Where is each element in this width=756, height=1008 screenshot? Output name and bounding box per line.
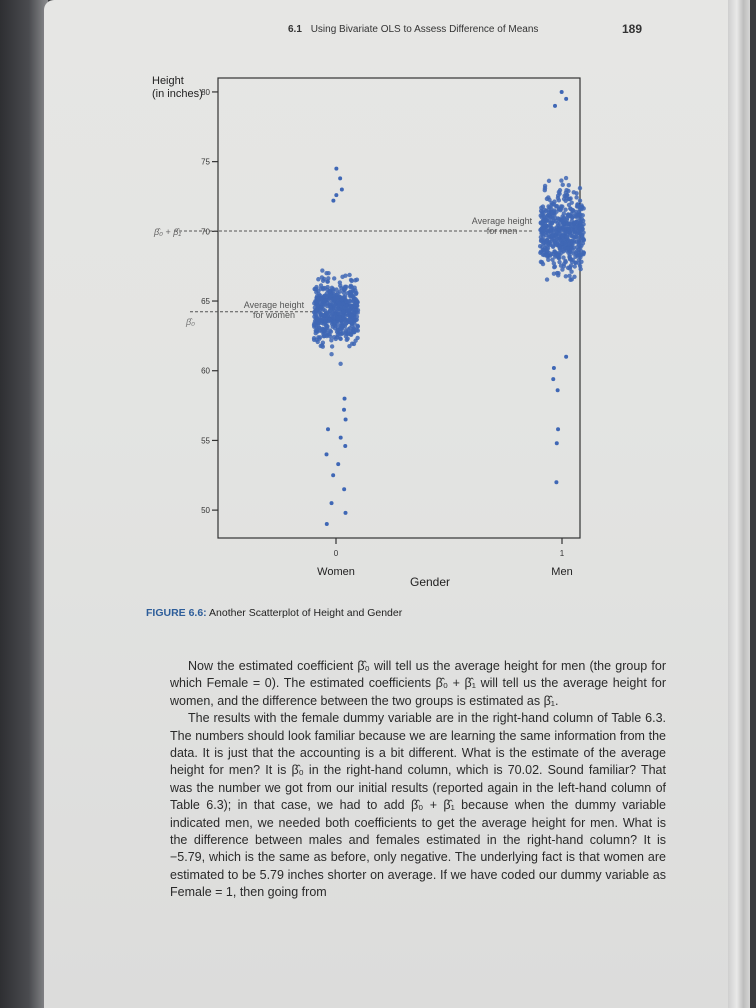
scatter-point-outlier — [334, 193, 338, 197]
scatter-point-outlier — [344, 511, 348, 515]
scatter-point — [338, 337, 342, 341]
scatter-point — [558, 246, 562, 250]
scatter-point — [321, 287, 325, 291]
scatter-point — [326, 271, 330, 275]
y-axis-ticks — [201, 88, 218, 515]
scatter-point — [346, 330, 350, 334]
scatter-point — [347, 273, 351, 277]
scatter-point — [320, 327, 324, 331]
scatter-point — [312, 338, 316, 342]
scatter-point — [561, 183, 565, 187]
scatter-point — [353, 278, 357, 282]
men-average-label: for men — [486, 226, 518, 237]
paragraph-1: Now the estimated coefficient β̂₀ will tell us the average height for men (the group for which Female = 0). The estimated coefficients β̂₀ + β̂₁ will tell us the average height for women, and the difference between the two groups is estimated as β̂₁. — [170, 659, 666, 708]
scatter-point — [348, 317, 352, 321]
scatter-point-outlier — [326, 427, 330, 431]
scatter-point-outlier — [342, 487, 346, 491]
scatter-point — [325, 311, 329, 315]
scatter-point — [564, 274, 568, 278]
scatter-point-outlier — [334, 167, 338, 171]
scatter-point-outlier — [336, 462, 340, 466]
y-axis-label-line: Height — [152, 75, 184, 87]
scatter-point — [312, 314, 316, 318]
scatter-point — [575, 249, 579, 253]
scatter-point — [567, 274, 571, 278]
scatter-point — [581, 230, 585, 234]
scatter-point — [540, 212, 544, 216]
scatter-point-outlier — [556, 388, 560, 392]
figure-caption — [146, 607, 402, 619]
scatter-point — [349, 284, 353, 288]
scatter-point — [577, 253, 581, 257]
scatter-point — [552, 226, 556, 230]
scatter-point — [558, 208, 562, 212]
scatter-point-outlier — [554, 480, 558, 484]
scatter-point — [332, 304, 336, 308]
scatter-point — [556, 273, 560, 277]
scatter-point — [345, 338, 349, 342]
scatter-point-outlier — [331, 473, 335, 477]
scatter-point-outlier — [339, 436, 343, 440]
scatter-point — [564, 176, 568, 180]
scatter-point — [539, 235, 543, 239]
scatter-point — [569, 246, 573, 250]
running-header — [288, 24, 708, 35]
scatter-point-outlier — [325, 522, 329, 526]
scatter-point-outlier — [553, 104, 557, 108]
scatter-point — [578, 199, 582, 203]
figure-caption-text: Another Scatterplot of Height and Gender — [206, 607, 403, 619]
scatter-point — [557, 190, 561, 194]
scatter-point — [353, 339, 357, 343]
women-average-label: Average height — [243, 299, 305, 310]
scatter-point — [316, 335, 320, 339]
section-title: Using Bivariate OLS to Assess Difference of Means — [310, 24, 539, 35]
scatter-point — [570, 201, 574, 205]
scatter-point-outlier — [564, 355, 568, 359]
scatter-point-outlier — [325, 452, 329, 456]
x-axis-ticks — [317, 538, 573, 578]
scatter-point — [546, 246, 550, 250]
x-group-label: Women — [317, 566, 355, 578]
scatter-point — [572, 275, 576, 279]
scatter-point — [548, 223, 552, 227]
x-tick-label: 0 — [333, 549, 339, 558]
scatter-point — [539, 228, 543, 232]
scatter-point — [338, 301, 342, 305]
scatter-point — [349, 278, 353, 282]
scatter-point — [348, 294, 352, 298]
scatter-point — [542, 238, 546, 242]
scatter-point-outlier — [343, 444, 347, 448]
scatter-point — [320, 268, 324, 272]
scatter-point — [355, 314, 359, 318]
scatter-point — [559, 178, 563, 182]
scatter-point — [575, 239, 579, 243]
scatter-point — [572, 228, 576, 232]
scatter-point — [560, 234, 564, 238]
scatter-point — [324, 328, 328, 332]
scatter-point — [563, 208, 567, 212]
scatter-point-outlier — [344, 418, 348, 422]
scatter-point — [342, 286, 346, 290]
scatter-point — [570, 219, 574, 223]
scatter-point — [567, 183, 571, 187]
scatter-point — [549, 201, 553, 205]
scatter-point-outlier — [340, 188, 344, 192]
y-tick-label: 80 — [201, 87, 210, 97]
scatter-point — [565, 246, 569, 250]
scatter-point-outlier — [551, 377, 555, 381]
scatter-point — [325, 285, 329, 289]
scatter-point — [327, 289, 331, 293]
body-text — [170, 658, 666, 902]
scatter-point — [342, 310, 346, 314]
scatter-point — [552, 236, 556, 240]
b0-plus-b1-label: β̂₀ + β̂₁ — [154, 227, 182, 238]
scatter-point — [559, 204, 563, 208]
scatter-point — [314, 307, 318, 311]
scatter-point — [547, 179, 551, 183]
scatter-point — [334, 287, 338, 291]
scatter-point — [574, 195, 578, 199]
page-edge — [728, 0, 750, 1008]
scatter-point — [545, 277, 549, 281]
scatter-point — [319, 317, 323, 321]
y-tick-label: 50 — [201, 506, 210, 516]
scatter-point — [347, 344, 351, 348]
scatter-point — [543, 184, 547, 188]
scatter-point — [566, 221, 570, 225]
scatter-point — [538, 244, 542, 248]
scatter-point — [542, 248, 546, 252]
scatter-point — [543, 222, 547, 226]
scatter-point — [330, 344, 334, 348]
y-axis-label-line: (in inches) — [152, 88, 203, 100]
scatter-point-outlier — [560, 90, 564, 94]
scatter-point — [561, 255, 565, 259]
scatter-point — [341, 315, 345, 319]
scatter-point — [352, 330, 356, 334]
scatter-point — [549, 252, 553, 256]
scatter-point — [315, 327, 319, 331]
scatter-point-outlier — [564, 97, 568, 101]
scatter-point — [581, 206, 585, 210]
scatter-point — [324, 319, 328, 323]
scatter-point — [572, 190, 576, 194]
scatter-point — [347, 308, 351, 312]
figure-label: FIGURE 6.6: — [146, 607, 207, 619]
y-tick-label: 60 — [201, 366, 210, 376]
scatter-point — [350, 304, 354, 308]
scatter-point — [575, 204, 579, 208]
scatter-point — [332, 276, 336, 280]
scatter-point-outlier — [343, 397, 347, 401]
scatter-point — [557, 260, 561, 264]
scatter-point — [570, 239, 574, 243]
scatter-point — [317, 321, 321, 325]
scatter-point — [330, 312, 334, 316]
scatter-point — [562, 215, 566, 219]
scatter-point — [356, 324, 360, 328]
scatter-point — [322, 277, 326, 281]
scatter-point-outlier — [338, 176, 342, 180]
scatter-point — [546, 195, 550, 199]
x-tick-label: 1 — [559, 549, 565, 558]
scatter-point — [578, 212, 582, 216]
scatter-point — [540, 260, 544, 264]
scatter-point — [328, 306, 332, 310]
scatter-point — [549, 207, 553, 211]
scatter-point — [582, 251, 586, 255]
scatter-point — [328, 317, 332, 321]
scatter-point — [579, 260, 583, 264]
scatter-point — [561, 221, 565, 225]
scatter-point — [570, 208, 574, 212]
scatter-point — [341, 325, 345, 329]
scatter-point — [556, 236, 560, 240]
scatter-point — [554, 253, 558, 257]
y-tick-label: 70 — [201, 227, 210, 237]
scatter-point — [312, 323, 316, 327]
x-axis-label: Gender — [409, 575, 451, 589]
scatter-point — [317, 297, 321, 301]
scatterplot-height-gender — [150, 70, 620, 600]
desk-background — [0, 0, 48, 1008]
scatter-point-outlier — [330, 501, 334, 505]
scatter-point — [329, 352, 333, 356]
scatter-point-outlier — [556, 427, 560, 431]
scatter-point — [557, 227, 561, 231]
paragraph-2: The results with the female dummy variable are in the right-hand column of Table 6.3. The numbers should look familiar because we are learning the same information from the data. It is just that the accounting is a bit different. What is the estimate of the average height for men? It is β̂₀ in the right-hand column, which is 70.02. Sound familiar? That was the number we got from our initial results (reported again in the left-hand column of Table 6.3); in that case, we had to add β̂₀ + β̂₁ because when the dummy variable indicated men, we needed both coefficients to get the average height for men. What is the difference between males and females estimated in the right-hand column? It is −5.79, which is the same as before, only negative. The underlying fact is that women are estimated to be 5.79 inches shorter on average. If we have coded our dummy variable as Female = 1, then going from — [170, 711, 666, 900]
x-group-label: Men — [551, 566, 573, 578]
scatter-point — [314, 287, 318, 291]
scatter-point — [562, 264, 566, 268]
b0-label: β̂₀ — [186, 316, 195, 327]
scatter-point — [553, 264, 557, 268]
y-tick-label: 75 — [201, 157, 210, 167]
scatter-point — [338, 280, 342, 284]
scatter-point-outlier — [555, 441, 559, 445]
men-average-label: Average height — [471, 216, 533, 227]
scatter-point — [578, 220, 582, 224]
y-axis-label — [152, 75, 203, 100]
scatter-point — [545, 218, 549, 222]
scatter-point — [327, 332, 331, 336]
scatter-point — [544, 228, 548, 232]
scatter-point — [577, 227, 581, 231]
scatter-point — [348, 299, 352, 303]
scatter-point — [329, 294, 333, 298]
scatter-point — [566, 266, 570, 270]
scatter-point — [546, 213, 550, 217]
scatter-point — [578, 186, 582, 190]
scatter-point — [578, 236, 582, 240]
scatter-point — [353, 288, 357, 292]
scatter-point — [544, 253, 548, 257]
scatter-point — [548, 229, 552, 233]
scatter-point — [333, 326, 337, 330]
women-average-label: for women — [252, 309, 296, 320]
scatter-point — [552, 271, 556, 275]
y-tick-label: 55 — [201, 436, 210, 446]
scatter-point — [564, 230, 568, 234]
scatter-point — [316, 277, 320, 281]
scatter-point — [338, 362, 342, 366]
page-number: 189 — [622, 22, 643, 36]
scatter-points — [312, 90, 586, 526]
scatter-point — [356, 308, 360, 312]
scatter-point — [568, 256, 572, 260]
scatter-point — [335, 316, 339, 320]
scatter-point — [321, 344, 325, 348]
scatter-point — [336, 307, 340, 311]
scatter-point — [550, 257, 554, 261]
scatter-point-outlier — [552, 366, 556, 370]
scatter-point — [557, 198, 561, 202]
scatter-point — [352, 326, 356, 330]
scatter-point — [565, 235, 569, 239]
scatter-point-outlier — [342, 408, 346, 412]
scatter-point-outlier — [331, 199, 335, 203]
scatter-point — [343, 273, 347, 277]
scatter-point — [564, 188, 568, 192]
y-tick-label: 65 — [201, 297, 210, 307]
scatter-point — [334, 337, 338, 341]
section-number: 6.1 — [288, 24, 302, 35]
scatter-point — [578, 267, 582, 271]
scatter-point — [564, 196, 568, 200]
scatter-point — [333, 297, 337, 301]
scatter-point — [541, 204, 545, 208]
scatter-point — [573, 264, 577, 268]
